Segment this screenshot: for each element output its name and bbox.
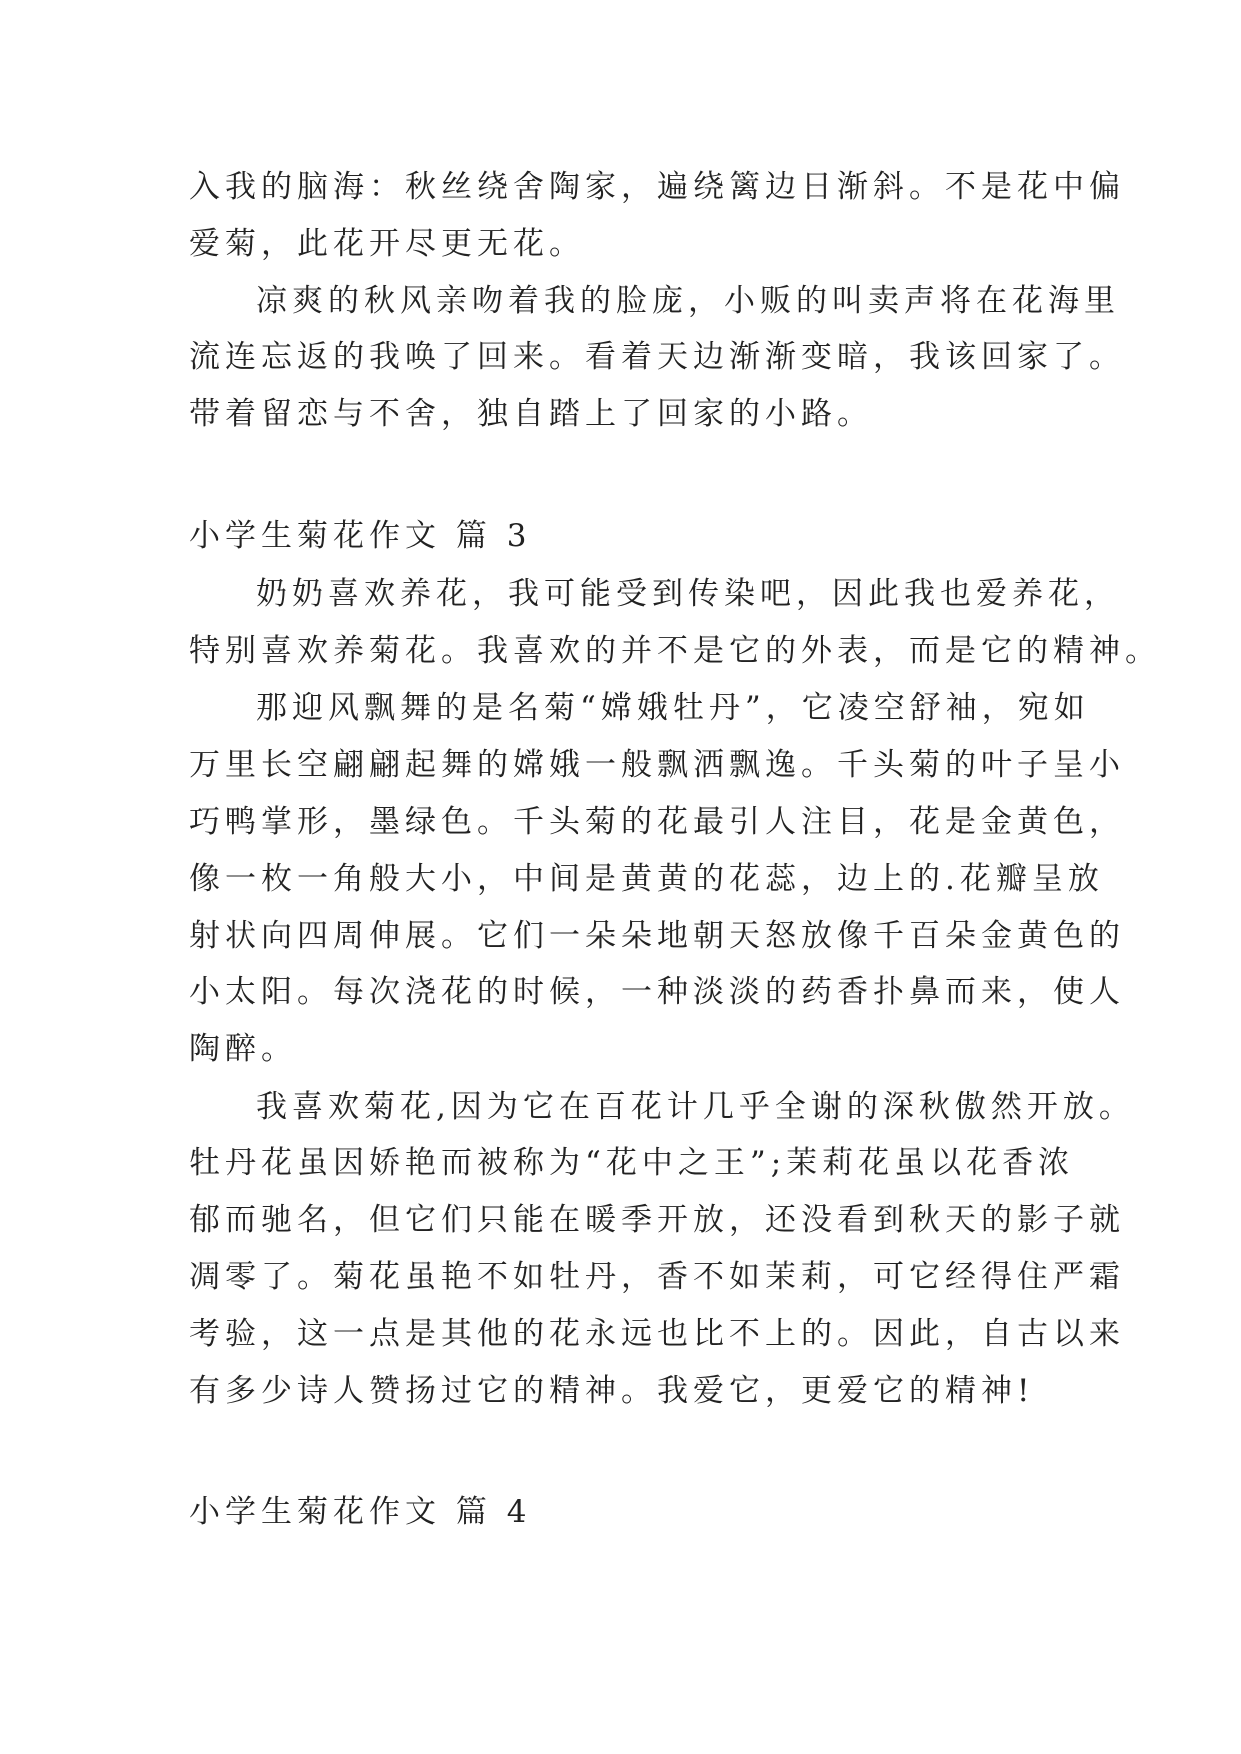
section-heading: 小学生菊花作文 篇 3	[189, 518, 532, 554]
text-line: 那迎风飘舞的是名菊“嫦娥牡丹”，它凌空舒袖，宛如	[256, 690, 1090, 726]
text-line: 考验，这一点是其他的花永远也比不上的。因此，自古以来	[189, 1316, 1125, 1352]
text-line: 特别喜欢养菊花。我喜欢的并不是它的外表，而是它的精神。	[189, 633, 1161, 669]
section-heading: 小学生菊花作文 篇 4	[189, 1494, 532, 1530]
text-line: 万里长空翩翩起舞的嫦娥一般飘洒飘逸。千头菊的叶子呈小	[189, 747, 1125, 783]
text-line: 带着留恋与不舍，独自踏上了回家的小路。	[189, 396, 873, 432]
text-line: 像一枚一角般大小，中间是黄黄的花蕊，边上的.花瓣呈放	[189, 861, 1104, 897]
text-line: 射状向四周伸展。它们一朵朵地朝天怒放像千百朵金黄色的	[189, 918, 1125, 954]
text-line: 郁而驰名，但它们只能在暖季开放，还没看到秋天的影子就	[189, 1202, 1125, 1238]
text-line: 陶醉。	[189, 1031, 297, 1067]
text-line: 我喜欢菊花,因为它在百花计几乎全谢的深秋傲然开放。	[256, 1089, 1135, 1125]
text-line: 牡丹花虽因娇艳而被称为“花中之王”;茉莉花虽以花香浓	[189, 1145, 1075, 1181]
text-line: 有多少诗人赞扬过它的精神。我爱它，更爱它的精神!	[189, 1373, 1035, 1409]
text-line: 爱菊，此花开尽更无花。	[189, 226, 585, 262]
text-line: 凋零了。菊花虽艳不如牡丹，香不如茉莉，可它经得住严霜	[189, 1259, 1125, 1295]
text-line: 入我的脑海：秋丝绕舍陶家，遍绕篱边日渐斜。不是花中偏	[189, 169, 1125, 205]
text-line: 奶奶喜欢养花，我可能受到传染吧，因此我也爱养花，	[256, 576, 1120, 612]
text-line: 小太阳。每次浇花的时候，一种淡淡的药香扑鼻而来，使人	[189, 974, 1125, 1010]
text-line: 巧鸭掌形，墨绿色。千头菊的花最引人注目，花是金黄色，	[189, 804, 1125, 840]
text-line: 凉爽的秋风亲吻着我的脸庞，小贩的叫卖声将在花海里	[256, 283, 1120, 319]
text-line: 流连忘返的我唤了回来。看着天边渐渐变暗，我该回家了。	[189, 339, 1125, 375]
